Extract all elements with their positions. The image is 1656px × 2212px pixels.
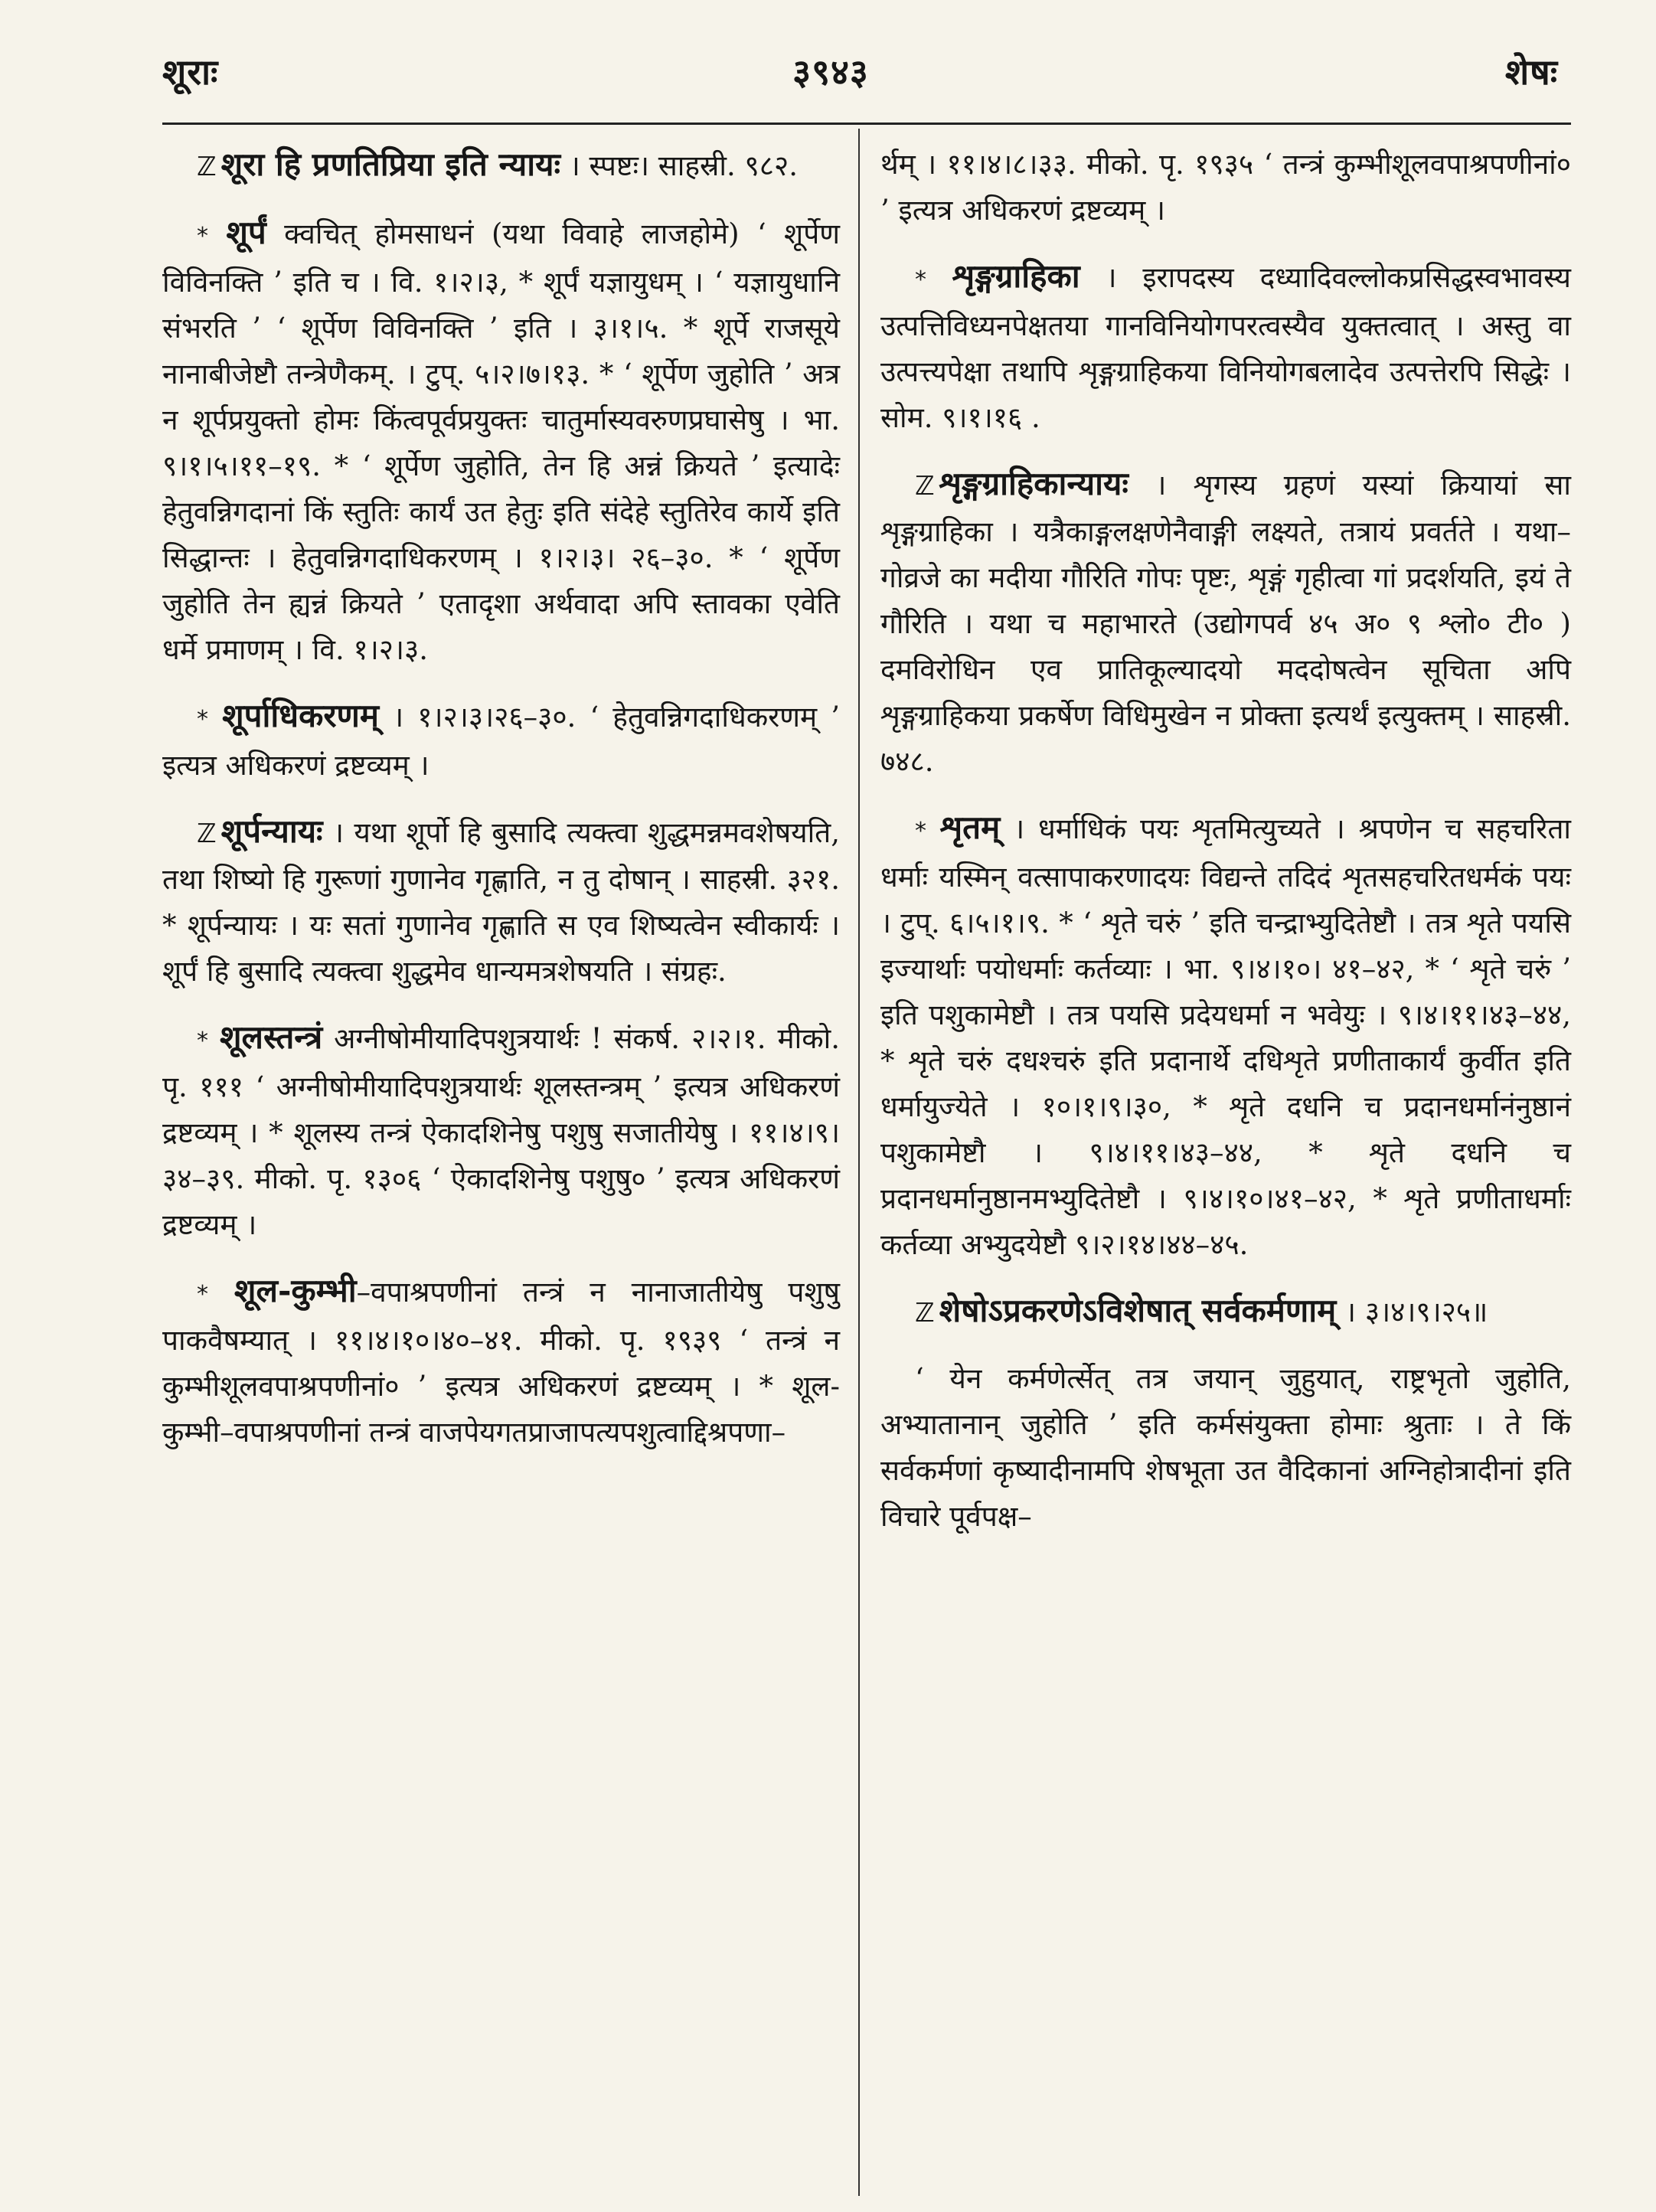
entry-heading: शूलस्तन्त्रं xyxy=(219,1018,323,1056)
nyaya-marker-icon: ℤ xyxy=(197,818,217,849)
entry-heading: शूरा हि प्रणतिप्रिया इति न्यायः xyxy=(220,145,560,183)
entry-shringagrahika-nyaya xyxy=(880,461,1571,785)
running-head-right: शेषः xyxy=(1504,51,1558,93)
asterisk-icon: * xyxy=(197,706,208,733)
entry-shulastantra xyxy=(162,1015,840,1248)
entry-text: ‘ येन कर्मणेर्त्सेत् तत्र जयान् जुहुयात्, राष्ट्रभृतो जुहोति, अभ्यातानान् जुहोति ’ इति कर्मसंयुक्ता होमाः श्रुताः । ते किं सर्वकर्मणां कृष्यादीनामपि शेषभूता उत वैदिकानां अग्निहोत्रादीनां इति विचारे पूर्वपक्ष– xyxy=(880,1362,1571,1533)
entry-text: –वपाश्रपणीनां तन्त्रं न नानाजातीयेषु पशुषु पाकवैषम्यात् । ११।४।१०।४०–४१. मीको. पृ. १९३९ ‘ तन्त्रं न कुम्भीशूलवपाश्रपणीनां० ’ इत्यत्र अधिकरणं द्रष्टव्यम् । * शूल-कुम्भी–वपाश्रपणीनां तन्त्रं वाजपेयगतप्राजापत्यपशुत्वाद्दिश्रपणा– xyxy=(162,1276,840,1449)
entry-continuation xyxy=(880,142,1571,234)
column-divider xyxy=(858,129,860,2196)
entry-shula-kumbhi xyxy=(162,1268,840,1456)
asterisk-icon: * xyxy=(915,266,926,293)
entry-text: । शृगस्य ग्रहणं यस्यां क्रियायां सा शृङ्गग्राहिका । यत्रैकाङ्गलक्षणेनैवाङ्गी लक्ष्यते, तत्रायं प्रवर्तते । यथा– गोव्रजे का मदीया गौरिति गोपः पृष्टः, शृङ्गं गृहीत्वा गां प्रदर्शयति, इयं ते गौरिति । यथा च महाभारते (उद्योगपर्व ४५ अ० ९ श्लो० टी० ) दमविरोधिन एव प्रातिकूल्यादयो मददोषत्वेन सूचिता अपि शृङ्गग्राहिकया प्रकर्षेण विधिमुखेन न प्रोक्ता इत्यर्थं इत्युक्तम् । साहस्री. ७४८. xyxy=(880,469,1571,778)
entry-shritam xyxy=(880,805,1571,1268)
entry-heading: शृङ्गग्राहिका xyxy=(952,257,1080,295)
entry-text: । इरापदस्य दध्यादिवल्लोकप्रसिद्धस्वभावस्य उत्पत्तिविध्यनपेक्षतया गानविनियोगपरत्वस्यैव युक्तत्वात् । अस्तु वा उत्पत्त्यपेक्षा तथापि शृङ्गग्राहिकया विनियोगबलादेव उत्पत्तेरपि सिद्धेः । सोम. ९।१।१६ . xyxy=(880,261,1571,434)
entry-text: । स्पष्टः। साहस्री. ९८२. xyxy=(569,149,798,182)
entry-heading: शृङ्गग्राहिकान्यायः xyxy=(939,465,1128,502)
entry-heading: शूर्पाधिकरणम् xyxy=(222,697,380,734)
entry-shura-nyaya xyxy=(162,142,840,190)
entry-heading: शूर्पं xyxy=(226,214,266,251)
entry-heading: शूल-कुम्भी xyxy=(234,1272,357,1309)
right-column xyxy=(880,142,1571,1540)
asterisk-icon: * xyxy=(197,223,208,250)
entry-text: । धर्माधिकं पयः शृतमित्युच्यते । श्रपणेन च सहचरिता धर्माः यस्मिन् वत्सापाकरणादयः विद्यन्ते तदिदं शृतसहचरितधर्मकं पयः । टुप्. ६।५।१।९. * ‘ शृते चरुं ’ इति चन्द्राभ्युदितेष्टौ । तत्र शृते पयसि इज्यार्थाः पयोधर्माः कर्तव्याः । भा. ९।४।१०। ४१–४२, * ‘ शृते चरुं ’ इति पशुकामेष्टौ । तत्र पयसि प्रदेयधर्मा न भवेयुः । ९।४।११।४३–४४, * शृते चरुं दधश्चरुं इति प्रदानार्थे दधिशृते प्रणीताकार्यं कुर्वीत इति धर्मायुज्येते । १०।१।९।३०, * शृते दधनि च प्रदानधर्मानंनुष्ठानं पशुकामेष्टौ । ९।४।११।४३–४४, * शृते दधनि च प्रदानधर्मानुष्ठानमभ्युदितेष्टौ । ९।४।१०।४१–४२, * शृते प्रणीताधर्माः कर्तव्या अभ्युदयेष्टौ ९।२।१४।४४–४५. xyxy=(880,812,1571,1261)
entry-heading: शूर्पन्यायः xyxy=(220,812,323,850)
entry-shurpa xyxy=(162,210,840,673)
header-rule xyxy=(162,123,1571,125)
entry-shringagrahika xyxy=(880,253,1571,441)
entry-heading: शेषोऽप्रकरणेऽविशेषात् सर्वकर्मणाम् xyxy=(939,1292,1337,1329)
entry-shurpa-nyaya xyxy=(162,809,840,995)
running-head-left: शूराः xyxy=(162,51,219,93)
entry-shurpadhikarana xyxy=(162,693,840,789)
entry-text: । यथा शूर्पो हि बुसादि त्यक्त्वा शुद्धमन्नमवशेषयति, तथा शिष्यो हि गुरूणां गुणानेव गृह्णाति, न तु दोषान् । साहस्री. ३२१. * शूर्पन्यायः । यः सतां गुणानेव गृह्णाति स एव शिष्यत्वेन स्वीकार्यः । शूर्पं हि बुसादि त्यक्त्वा शुद्धमेव धान्यमत्रशेषयति । संग्रहः. xyxy=(162,816,841,988)
entry-text: । ३।४।९।२५॥ xyxy=(1345,1296,1488,1328)
page-number: ३९४३ xyxy=(792,51,869,93)
entry-heading: शृतम् xyxy=(939,809,1001,846)
entry-discussion xyxy=(880,1356,1571,1540)
entry-shesho-aprakarane xyxy=(880,1288,1571,1336)
nyaya-marker-icon: ℤ xyxy=(915,471,935,502)
asterisk-icon: * xyxy=(197,1028,208,1054)
entry-text: अग्नीषोमीयादिपशुत्रयार्थः ! संकर्ष. २।२।१. मीको. पृ. १११ ‘ अग्नीषोमीयादिपशुत्रयार्थः शूलस्तन्त्रम् ’ इत्यत्र अधिकरणं द्रष्टव्यम् । * शूलस्य तन्त्रं ऐकादशिनेषु पशुषु सजातीयेषु । ११।४।९। ३४–३९. मीको. पृ. १३०६ ‘ ऐकादशिनेषु पशुषु० ’ इत्यत्र अधिकरणं द्रष्टव्यम् । xyxy=(162,1022,840,1241)
left-column xyxy=(162,142,840,1456)
entry-text: र्थम् । ११।४।८।३३. मीको. पृ. १९३५ ‘ तन्त्रं कुम्भीशूलवपाश्रपणीनां० ’ इत्यत्र अधिकरणं द्रष्टव्यम् । xyxy=(880,148,1571,227)
nyaya-marker-icon: ℤ xyxy=(915,1298,935,1328)
nyaya-marker-icon: ℤ xyxy=(197,152,217,182)
entry-text: । १।२।३।२६–३०. ‘ हेतुवन्निगदाधिकरणम् ’ इत्यत्र अधिकरणं द्रष्टव्यम् । xyxy=(162,701,840,782)
asterisk-icon: * xyxy=(197,1281,208,1308)
asterisk-icon: * xyxy=(915,818,926,845)
entry-text: क्वचित् होमसाधनं (यथा विवाहे लाजहोमे) ‘ शूर्पेण विविनक्ति ’ इति च । वि. १।२।३, * शूर्पं यज्ञायुधम् । ‘ यज्ञायुधानि संभरति ’ ‘ शूर्पेण विविनक्ति ’ इति । ३।१।५. * शूर्पे राजसूये नानाबीजेष्टौ तन्त्रेणैकम्. । टुप्. ५।२।७।१३. * ‘ शूर्पेण जुहोति ’ अत्र न शूर्पप्रयुक्तो होमः किंत्वपूर्वप्रयुक्तः चातुर्मास्यवरुणप्रघासेषु । भा. ९।१।५।११–१९. * ‘ शूर्पेण जुहोति, तेन हि अन्नं क्रियते ’ इत्यादेः हेतुवन्निगदानां किं स्तुतिः कार्यं उत हेतुः इति संदेहे स्तुतिरेव कार्ये इति सिद्धान्तः । हेतुवन्निगदाधिकरणम् । १।२।३। २६–३०. * ‘ शूर्पेण जुहोति तेन ह्यन्नं क्रियते ’ एतादृशा अर्थवादा अपि स्तावका एवेति धर्मे प्रमाणम् । वि. १।२।३. xyxy=(162,217,840,666)
